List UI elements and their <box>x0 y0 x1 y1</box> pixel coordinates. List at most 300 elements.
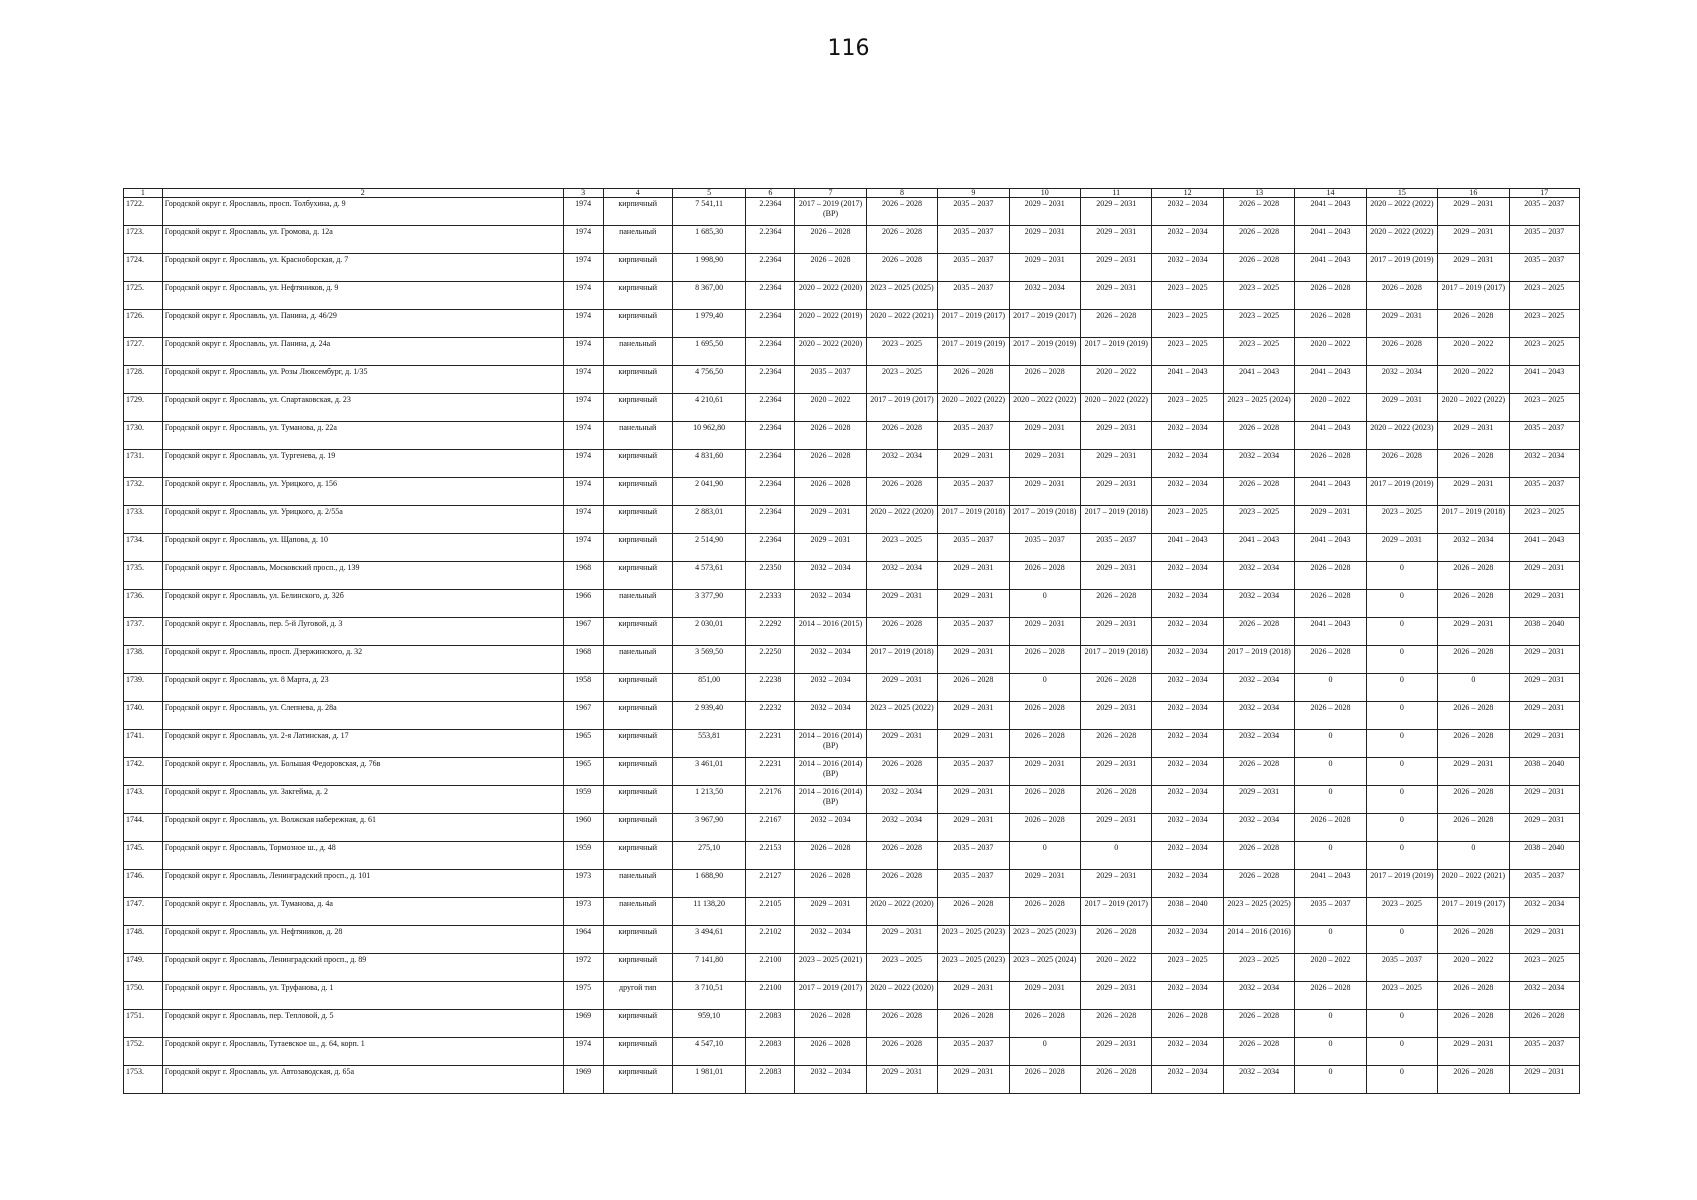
table-cell: 0 <box>1295 1066 1366 1094</box>
table-cell: 8 367,00 <box>672 282 745 310</box>
table-cell: 1959 <box>563 786 603 814</box>
table-cell: 2023 – 2025 (2023) <box>938 926 1009 954</box>
table-cell: кирпичный <box>603 506 672 534</box>
table-cell: 2026 – 2028 <box>1223 226 1294 254</box>
table-cell: 0 <box>1366 702 1437 730</box>
table-cell: 1972 <box>563 954 603 982</box>
address-cell: Городской округ г. Ярославль, ул. Спартаковская, д. 23 <box>162 394 563 422</box>
table-cell: 2.2105 <box>746 898 795 926</box>
table-cell: 2026 – 2028 <box>1295 814 1366 842</box>
table-cell: 2035 – 2037 <box>1509 422 1579 450</box>
table-cell: 2.2364 <box>746 506 795 534</box>
table-cell: 2032 – 2034 <box>1438 534 1509 562</box>
table-cell: 2017 – 2019 (2019) <box>1366 870 1437 898</box>
table-cell: 2035 – 2037 <box>938 758 1009 786</box>
table-cell: 2029 – 2031 <box>1223 786 1294 814</box>
table-cell: 2.2100 <box>746 954 795 982</box>
table-row <box>124 226 1580 254</box>
address-cell: Городской округ г. Ярославль, ул. Труфанова, д. 1 <box>162 982 563 1010</box>
address-cell: Городской округ г. Ярославль, ул. Розы Люксембург, д. 1/35 <box>162 366 563 394</box>
table-cell: 2017 – 2019 (2017) <box>1438 898 1509 926</box>
table-cell: 2035 – 2037 <box>938 478 1009 506</box>
table-cell: 2026 – 2028 <box>1009 366 1080 394</box>
table-cell: 1 979,40 <box>672 310 745 338</box>
table-cell: 2029 – 2031 <box>938 450 1009 478</box>
row-number-cell: 1738. <box>124 646 163 674</box>
table-cell: 2020 – 2022 (2020) <box>866 982 937 1010</box>
table-cell: 2026 – 2028 <box>795 226 866 254</box>
table-cell: 0 <box>1366 618 1437 646</box>
table-cell: 0 <box>1081 842 1152 870</box>
table-cell: 2029 – 2031 <box>1438 478 1509 506</box>
table-cell: 2017 – 2019 (2017) (ВР) <box>795 198 866 226</box>
table-cell: 2017 – 2019 (2017) <box>1009 310 1080 338</box>
table-row <box>124 282 1580 310</box>
row-number-cell: 1735. <box>124 562 163 590</box>
table-cell: 2023 – 2025 <box>1223 338 1294 366</box>
table-cell: 0 <box>1366 674 1437 702</box>
table-cell: 2 041,90 <box>672 478 745 506</box>
address-cell: Городской округ г. Ярославль, ул. Закгейма, д. 2 <box>162 786 563 814</box>
table-row <box>124 730 1580 758</box>
table-cell: 2029 – 2031 <box>1081 198 1152 226</box>
table-row <box>124 310 1580 338</box>
table-cell: 0 <box>1366 842 1437 870</box>
table-cell: 2017 – 2019 (2017) <box>1438 282 1509 310</box>
table-cell: 2.2250 <box>746 646 795 674</box>
table-cell: 2014 – 2016 (2014) (ВР) <box>795 786 866 814</box>
address-cell: Городской округ г. Ярославль, просп. Толбухина, д. 9 <box>162 198 563 226</box>
table-cell: 2023 – 2025 <box>1152 506 1223 534</box>
table-cell: 2029 – 2031 <box>1081 282 1152 310</box>
table-cell: 2032 – 2034 <box>795 926 866 954</box>
table-cell: 0 <box>1366 562 1437 590</box>
table-cell: 11 138,20 <box>672 898 745 926</box>
table-cell: 2032 – 2034 <box>1152 870 1223 898</box>
table-cell: 2032 – 2034 <box>1152 422 1223 450</box>
table-row <box>124 590 1580 618</box>
table-cell: панельный <box>603 590 672 618</box>
table-cell: 0 <box>1366 730 1437 758</box>
table-cell: 2032 – 2034 <box>1152 702 1223 730</box>
table-row <box>124 338 1580 366</box>
table-cell: 2041 – 2043 <box>1295 618 1366 646</box>
table-cell: 1 695,50 <box>672 338 745 366</box>
row-number-cell: 1725. <box>124 282 163 310</box>
table-cell: 2026 – 2028 <box>1295 310 1366 338</box>
table-cell: 1964 <box>563 926 603 954</box>
table-cell: 2020 – 2022 (2021) <box>866 310 937 338</box>
table-cell: 2035 – 2037 <box>938 842 1009 870</box>
table-cell: 1974 <box>563 366 603 394</box>
table-cell: 2.2364 <box>746 226 795 254</box>
table-cell: 2026 – 2028 <box>866 254 937 282</box>
table-cell: 2032 – 2034 <box>1152 926 1223 954</box>
table-cell: 2026 – 2028 <box>1223 1010 1294 1038</box>
table-cell: кирпичный <box>603 1038 672 1066</box>
table-row <box>124 254 1580 282</box>
table-cell: 2026 – 2028 <box>1295 562 1366 590</box>
table-row <box>124 450 1580 478</box>
table-cell: 2029 – 2031 <box>866 674 937 702</box>
table-cell: 2023 – 2025 (2025) <box>866 282 937 310</box>
table-cell: кирпичный <box>603 394 672 422</box>
table-cell: 2017 – 2019 (2018) <box>1438 506 1509 534</box>
table-cell: 0 <box>1009 842 1080 870</box>
table-cell: 2026 – 2028 <box>1223 422 1294 450</box>
table-cell: кирпичный <box>603 450 672 478</box>
table-cell: 3 377,90 <box>672 590 745 618</box>
address-cell: Городской округ г. Ярославль, ул. Волжская набережная, д. 61 <box>162 814 563 842</box>
table-cell: 2.2083 <box>746 1066 795 1094</box>
table-cell: 2032 – 2034 <box>1223 702 1294 730</box>
table-cell: 2017 – 2019 (2019) <box>1009 338 1080 366</box>
row-number-cell: 1750. <box>124 982 163 1010</box>
table-cell: 2026 – 2028 <box>866 842 937 870</box>
table-cell: 2026 – 2028 <box>866 226 937 254</box>
table-cell: 2.2364 <box>746 394 795 422</box>
row-number-cell: 1741. <box>124 730 163 758</box>
table-cell: 4 756,50 <box>672 366 745 394</box>
row-number-cell: 1730. <box>124 422 163 450</box>
table-cell: 7 141,80 <box>672 954 745 982</box>
table-cell: 2026 – 2028 <box>1438 450 1509 478</box>
table-row <box>124 422 1580 450</box>
table-cell: 2032 – 2034 <box>1152 562 1223 590</box>
address-cell: Городской округ г. Ярославль, ул. Урицкого, д. 156 <box>162 478 563 506</box>
table-cell: 2032 – 2034 <box>795 1066 866 1094</box>
table-cell: 2029 – 2031 <box>938 562 1009 590</box>
table-cell: 2026 – 2028 <box>1295 282 1366 310</box>
row-number-cell: 1746. <box>124 870 163 898</box>
table-cell: 2020 – 2022 (2020) <box>795 338 866 366</box>
table-cell: 2023 – 2025 (2023) <box>1009 926 1080 954</box>
table-cell: 2023 – 2025 <box>1509 506 1579 534</box>
table-cell: панельный <box>603 898 672 926</box>
table-cell: 2041 – 2043 <box>1295 226 1366 254</box>
table-cell: другой тип <box>603 982 672 1010</box>
table-cell: кирпичный <box>603 478 672 506</box>
table-cell: кирпичный <box>603 814 672 842</box>
table-cell: 3 967,90 <box>672 814 745 842</box>
table-cell: 1958 <box>563 674 603 702</box>
table-cell: 2023 – 2025 <box>1509 338 1579 366</box>
table-cell: 0 <box>1366 814 1437 842</box>
column-header: 14 <box>1295 189 1366 198</box>
table-cell: 2029 – 2031 <box>1438 758 1509 786</box>
table-cell: 2.2083 <box>746 1038 795 1066</box>
table-cell: 2014 – 2016 (2014) (ВР) <box>795 758 866 786</box>
table-cell: 0 <box>1438 674 1509 702</box>
table-cell: 2032 – 2034 <box>1152 590 1223 618</box>
table-row <box>124 478 1580 506</box>
table-cell: 2041 – 2043 <box>1295 478 1366 506</box>
row-number-cell: 1743. <box>124 786 163 814</box>
table-cell: 2.2364 <box>746 422 795 450</box>
table-cell: 0 <box>1295 1010 1366 1038</box>
table-cell: 1968 <box>563 562 603 590</box>
table-cell: 2023 – 2025 <box>1152 338 1223 366</box>
table-row <box>124 702 1580 730</box>
table-cell: 0 <box>1295 758 1366 786</box>
table-cell: 2026 – 2028 <box>1438 590 1509 618</box>
address-cell: Городской округ г. Ярославль, Ленинградский просп., д. 101 <box>162 870 563 898</box>
table-cell: 2026 – 2028 <box>795 254 866 282</box>
table-cell: 2.2364 <box>746 282 795 310</box>
table-cell: 1965 <box>563 730 603 758</box>
table-row <box>124 394 1580 422</box>
table-cell: 2029 – 2031 <box>1509 730 1579 758</box>
table-cell: 2023 – 2025 <box>1509 954 1579 982</box>
row-number-cell: 1745. <box>124 842 163 870</box>
table-cell: 1959 <box>563 842 603 870</box>
table-cell: 2032 – 2034 <box>1152 730 1223 758</box>
address-cell: Городской округ г. Ярославль, Московский просп., д. 139 <box>162 562 563 590</box>
address-cell: Городской округ г. Ярославль, ул. Нефтяников, д. 9 <box>162 282 563 310</box>
table-cell: 2017 – 2019 (2019) <box>1366 254 1437 282</box>
table-cell: 2020 – 2022 (2019) <box>795 310 866 338</box>
table-cell: 0 <box>1295 842 1366 870</box>
table-cell: 2029 – 2031 <box>1509 674 1579 702</box>
table-cell: 2032 – 2034 <box>795 814 866 842</box>
table-cell: 2032 – 2034 <box>866 562 937 590</box>
table-cell: 2035 – 2037 <box>938 282 1009 310</box>
table-cell: 0 <box>1295 730 1366 758</box>
column-header: 1 <box>124 189 163 198</box>
table-cell: 3 494,61 <box>672 926 745 954</box>
table-cell: 2029 – 2031 <box>1009 198 1080 226</box>
table-row <box>124 870 1580 898</box>
table-cell: 1974 <box>563 394 603 422</box>
table-cell: 2023 – 2025 <box>1509 394 1579 422</box>
table-row <box>124 366 1580 394</box>
address-cell: Городской округ г. Ярославль, пер. Тепловой, д. 5 <box>162 1010 563 1038</box>
table-cell: 2029 – 2031 <box>1009 478 1080 506</box>
table-cell: 2.2167 <box>746 814 795 842</box>
table-cell: 2032 – 2034 <box>1152 254 1223 282</box>
table-cell: 2032 – 2034 <box>1223 730 1294 758</box>
table-header-row <box>124 189 1580 198</box>
table-cell: 1974 <box>563 282 603 310</box>
address-cell: Городской округ г. Ярославль, ул. Слепнева, д. 28а <box>162 702 563 730</box>
table-cell: 2029 – 2031 <box>1009 870 1080 898</box>
table-cell: 2026 – 2028 <box>795 478 866 506</box>
address-cell: Городской округ г. Ярославль, ул. 2-я Латинская, д. 17 <box>162 730 563 758</box>
table-cell: 2020 – 2022 (2022) <box>938 394 1009 422</box>
table-cell: 2026 – 2028 <box>1152 1010 1223 1038</box>
table-cell: 2026 – 2028 <box>1438 814 1509 842</box>
table-cell: 2014 – 2016 (2014) (ВР) <box>795 730 866 758</box>
table-cell: 2029 – 2031 <box>938 646 1009 674</box>
column-header: 12 <box>1152 189 1223 198</box>
table-cell: 2029 – 2031 <box>1509 562 1579 590</box>
address-cell: Городской округ г. Ярославль, ул. 8 Марта, д. 23 <box>162 674 563 702</box>
table-row <box>124 954 1580 982</box>
row-number-cell: 1727. <box>124 338 163 366</box>
table-cell: 2026 – 2028 <box>1223 842 1294 870</box>
table-cell: 2041 – 2043 <box>1295 254 1366 282</box>
table-cell: 2035 – 2037 <box>1509 254 1579 282</box>
table-cell: 2029 – 2031 <box>938 982 1009 1010</box>
table-cell: 2026 – 2028 <box>1009 786 1080 814</box>
table-cell: 2029 – 2031 <box>1366 310 1437 338</box>
table-cell: 2017 – 2019 (2019) <box>938 338 1009 366</box>
table-cell: 2029 – 2031 <box>1509 1066 1579 1094</box>
table-cell: 2032 – 2034 <box>1152 814 1223 842</box>
table-cell: 2032 – 2034 <box>1152 646 1223 674</box>
table-cell: 7 541,11 <box>672 198 745 226</box>
address-cell: Городской округ г. Ярославль, ул. Красноборская, д. 7 <box>162 254 563 282</box>
table-cell: 2026 – 2028 <box>1438 926 1509 954</box>
table-cell: 2026 – 2028 <box>1009 646 1080 674</box>
table-cell: 2029 – 2031 <box>1295 506 1366 534</box>
table-cell: 2035 – 2037 <box>938 422 1009 450</box>
table-row <box>124 842 1580 870</box>
table-cell: 2023 – 2025 (2024) <box>1223 394 1294 422</box>
table-cell: 2035 – 2037 <box>1081 534 1152 562</box>
table-cell: 2026 – 2028 <box>1509 1010 1579 1038</box>
table-cell: 2032 – 2034 <box>795 590 866 618</box>
table-cell: 2032 – 2034 <box>1152 478 1223 506</box>
table-cell: 2026 – 2028 <box>1009 562 1080 590</box>
table-cell: 2023 – 2025 <box>1223 310 1294 338</box>
table-cell: 2026 – 2028 <box>1438 646 1509 674</box>
table-cell: 2020 – 2022 <box>1438 366 1509 394</box>
table-cell: 2032 – 2034 <box>1223 674 1294 702</box>
row-number-cell: 1726. <box>124 310 163 338</box>
table-cell: 2.2364 <box>746 450 795 478</box>
column-header: 8 <box>866 189 937 198</box>
table-cell: 2026 – 2028 <box>1295 982 1366 1010</box>
table-cell: 2029 – 2031 <box>1081 254 1152 282</box>
address-cell: Городской округ г. Ярославль, просп. Дзержинского, д. 32 <box>162 646 563 674</box>
table-cell: 2.2102 <box>746 926 795 954</box>
column-header: 9 <box>938 189 1009 198</box>
table-cell: 2014 – 2016 (2015) <box>795 618 866 646</box>
table-cell: кирпичный <box>603 366 672 394</box>
table-cell: 2023 – 2025 <box>1152 282 1223 310</box>
column-header: 16 <box>1438 189 1509 198</box>
table-cell: 2026 – 2028 <box>938 366 1009 394</box>
table-cell: 2035 – 2037 <box>1509 198 1579 226</box>
table-cell: 2017 – 2019 (2019) <box>1081 338 1152 366</box>
table-cell: 2041 – 2043 <box>1295 422 1366 450</box>
table-cell: кирпичный <box>603 842 672 870</box>
table-cell: 2026 – 2028 <box>1438 786 1509 814</box>
table-cell: 2032 – 2034 <box>1152 842 1223 870</box>
table-cell: 2017 – 2019 (2017) <box>795 982 866 1010</box>
table-cell: 2032 – 2034 <box>1152 982 1223 1010</box>
table-cell: 2026 – 2028 <box>866 618 937 646</box>
table-cell: 2032 – 2034 <box>1223 590 1294 618</box>
table-cell: 1967 <box>563 618 603 646</box>
table-cell: 0 <box>1366 1066 1437 1094</box>
table-cell: 2029 – 2031 <box>866 926 937 954</box>
table-cell: 2.2127 <box>746 870 795 898</box>
table-cell: 2017 – 2019 (2018) <box>1081 646 1152 674</box>
table-cell: 2029 – 2031 <box>938 814 1009 842</box>
table-cell: 3 569,50 <box>672 646 745 674</box>
housing-repair-schedule-table <box>123 188 1580 1094</box>
table-row <box>124 198 1580 226</box>
table-cell: 851,00 <box>672 674 745 702</box>
table-cell: панельный <box>603 226 672 254</box>
table-cell: 0 <box>1295 674 1366 702</box>
table-cell: 0 <box>1009 674 1080 702</box>
table-cell: 2035 – 2037 <box>1509 226 1579 254</box>
table-cell: кирпичный <box>603 786 672 814</box>
table-cell: 2029 – 2031 <box>938 1066 1009 1094</box>
table-cell: 0 <box>1366 1038 1437 1066</box>
row-number-cell: 1749. <box>124 954 163 982</box>
table-cell: 2035 – 2037 <box>1366 954 1437 982</box>
address-cell: Городской округ г. Ярославль, Ленинградский просп., д. 89 <box>162 954 563 982</box>
table-cell: 2020 – 2022 (2022) <box>1081 394 1152 422</box>
table-cell: 2026 – 2028 <box>938 674 1009 702</box>
row-number-cell: 1728. <box>124 366 163 394</box>
row-number-cell: 1753. <box>124 1066 163 1094</box>
table-cell: кирпичный <box>603 282 672 310</box>
table-cell: 2020 – 2022 <box>1295 394 1366 422</box>
table-cell: 1968 <box>563 646 603 674</box>
table-cell: 2029 – 2031 <box>1438 422 1509 450</box>
address-cell: Городской округ г. Ярославль, ул. Тургенева, д. 19 <box>162 450 563 478</box>
table-cell: кирпичный <box>603 730 672 758</box>
table-cell: 2026 – 2028 <box>1081 926 1152 954</box>
table-cell: 2020 – 2022 (2022) <box>1438 394 1509 422</box>
row-number-cell: 1737. <box>124 618 163 646</box>
table-cell: 2029 – 2031 <box>795 534 866 562</box>
table-cell: 2032 – 2034 <box>1152 1066 1223 1094</box>
table-cell: 2026 – 2028 <box>1438 730 1509 758</box>
table-cell: 2.2232 <box>746 702 795 730</box>
table-cell: 2026 – 2028 <box>1081 674 1152 702</box>
table-cell: 2026 – 2028 <box>1295 702 1366 730</box>
address-cell: Городской округ г. Ярославль, Тормозное ш., д. 48 <box>162 842 563 870</box>
table-cell: 2035 – 2037 <box>938 198 1009 226</box>
table-row <box>124 898 1580 926</box>
table-row <box>124 646 1580 674</box>
table-cell: 2026 – 2028 <box>1223 1038 1294 1066</box>
table-cell: 3 710,51 <box>672 982 745 1010</box>
table-cell: 2029 – 2031 <box>1081 870 1152 898</box>
table-cell: 2029 – 2031 <box>866 730 937 758</box>
table-cell: 2017 – 2019 (2018) <box>938 506 1009 534</box>
table-cell: 1974 <box>563 338 603 366</box>
table-cell: 2020 – 2022 (2020) <box>866 506 937 534</box>
table-cell: 2020 – 2022 (2023) <box>1366 422 1437 450</box>
table-cell: 1974 <box>563 254 603 282</box>
table-cell: 2029 – 2031 <box>795 506 866 534</box>
table-cell: 2020 – 2022 (2021) <box>1438 870 1509 898</box>
row-number-cell: 1736. <box>124 590 163 618</box>
table-cell: 2026 – 2028 <box>1081 786 1152 814</box>
address-cell: Городской округ г. Ярославль, ул. Большая Федоровская, д. 76в <box>162 758 563 786</box>
table-cell: 2023 – 2025 <box>1509 282 1579 310</box>
table-cell: 2035 – 2037 <box>1509 1038 1579 1066</box>
table-cell: 2029 – 2031 <box>1081 702 1152 730</box>
column-header: 13 <box>1223 189 1294 198</box>
table-row <box>124 926 1580 954</box>
table-cell: 2032 – 2034 <box>1509 450 1579 478</box>
table-cell: 2041 – 2043 <box>1295 534 1366 562</box>
table-cell: 1969 <box>563 1066 603 1094</box>
table-cell: 2023 – 2025 <box>866 954 937 982</box>
table-cell: 2029 – 2031 <box>1081 226 1152 254</box>
table-cell: 2032 – 2034 <box>1509 898 1579 926</box>
row-number-cell: 1733. <box>124 506 163 534</box>
table-cell: 2023 – 2025 <box>1152 310 1223 338</box>
